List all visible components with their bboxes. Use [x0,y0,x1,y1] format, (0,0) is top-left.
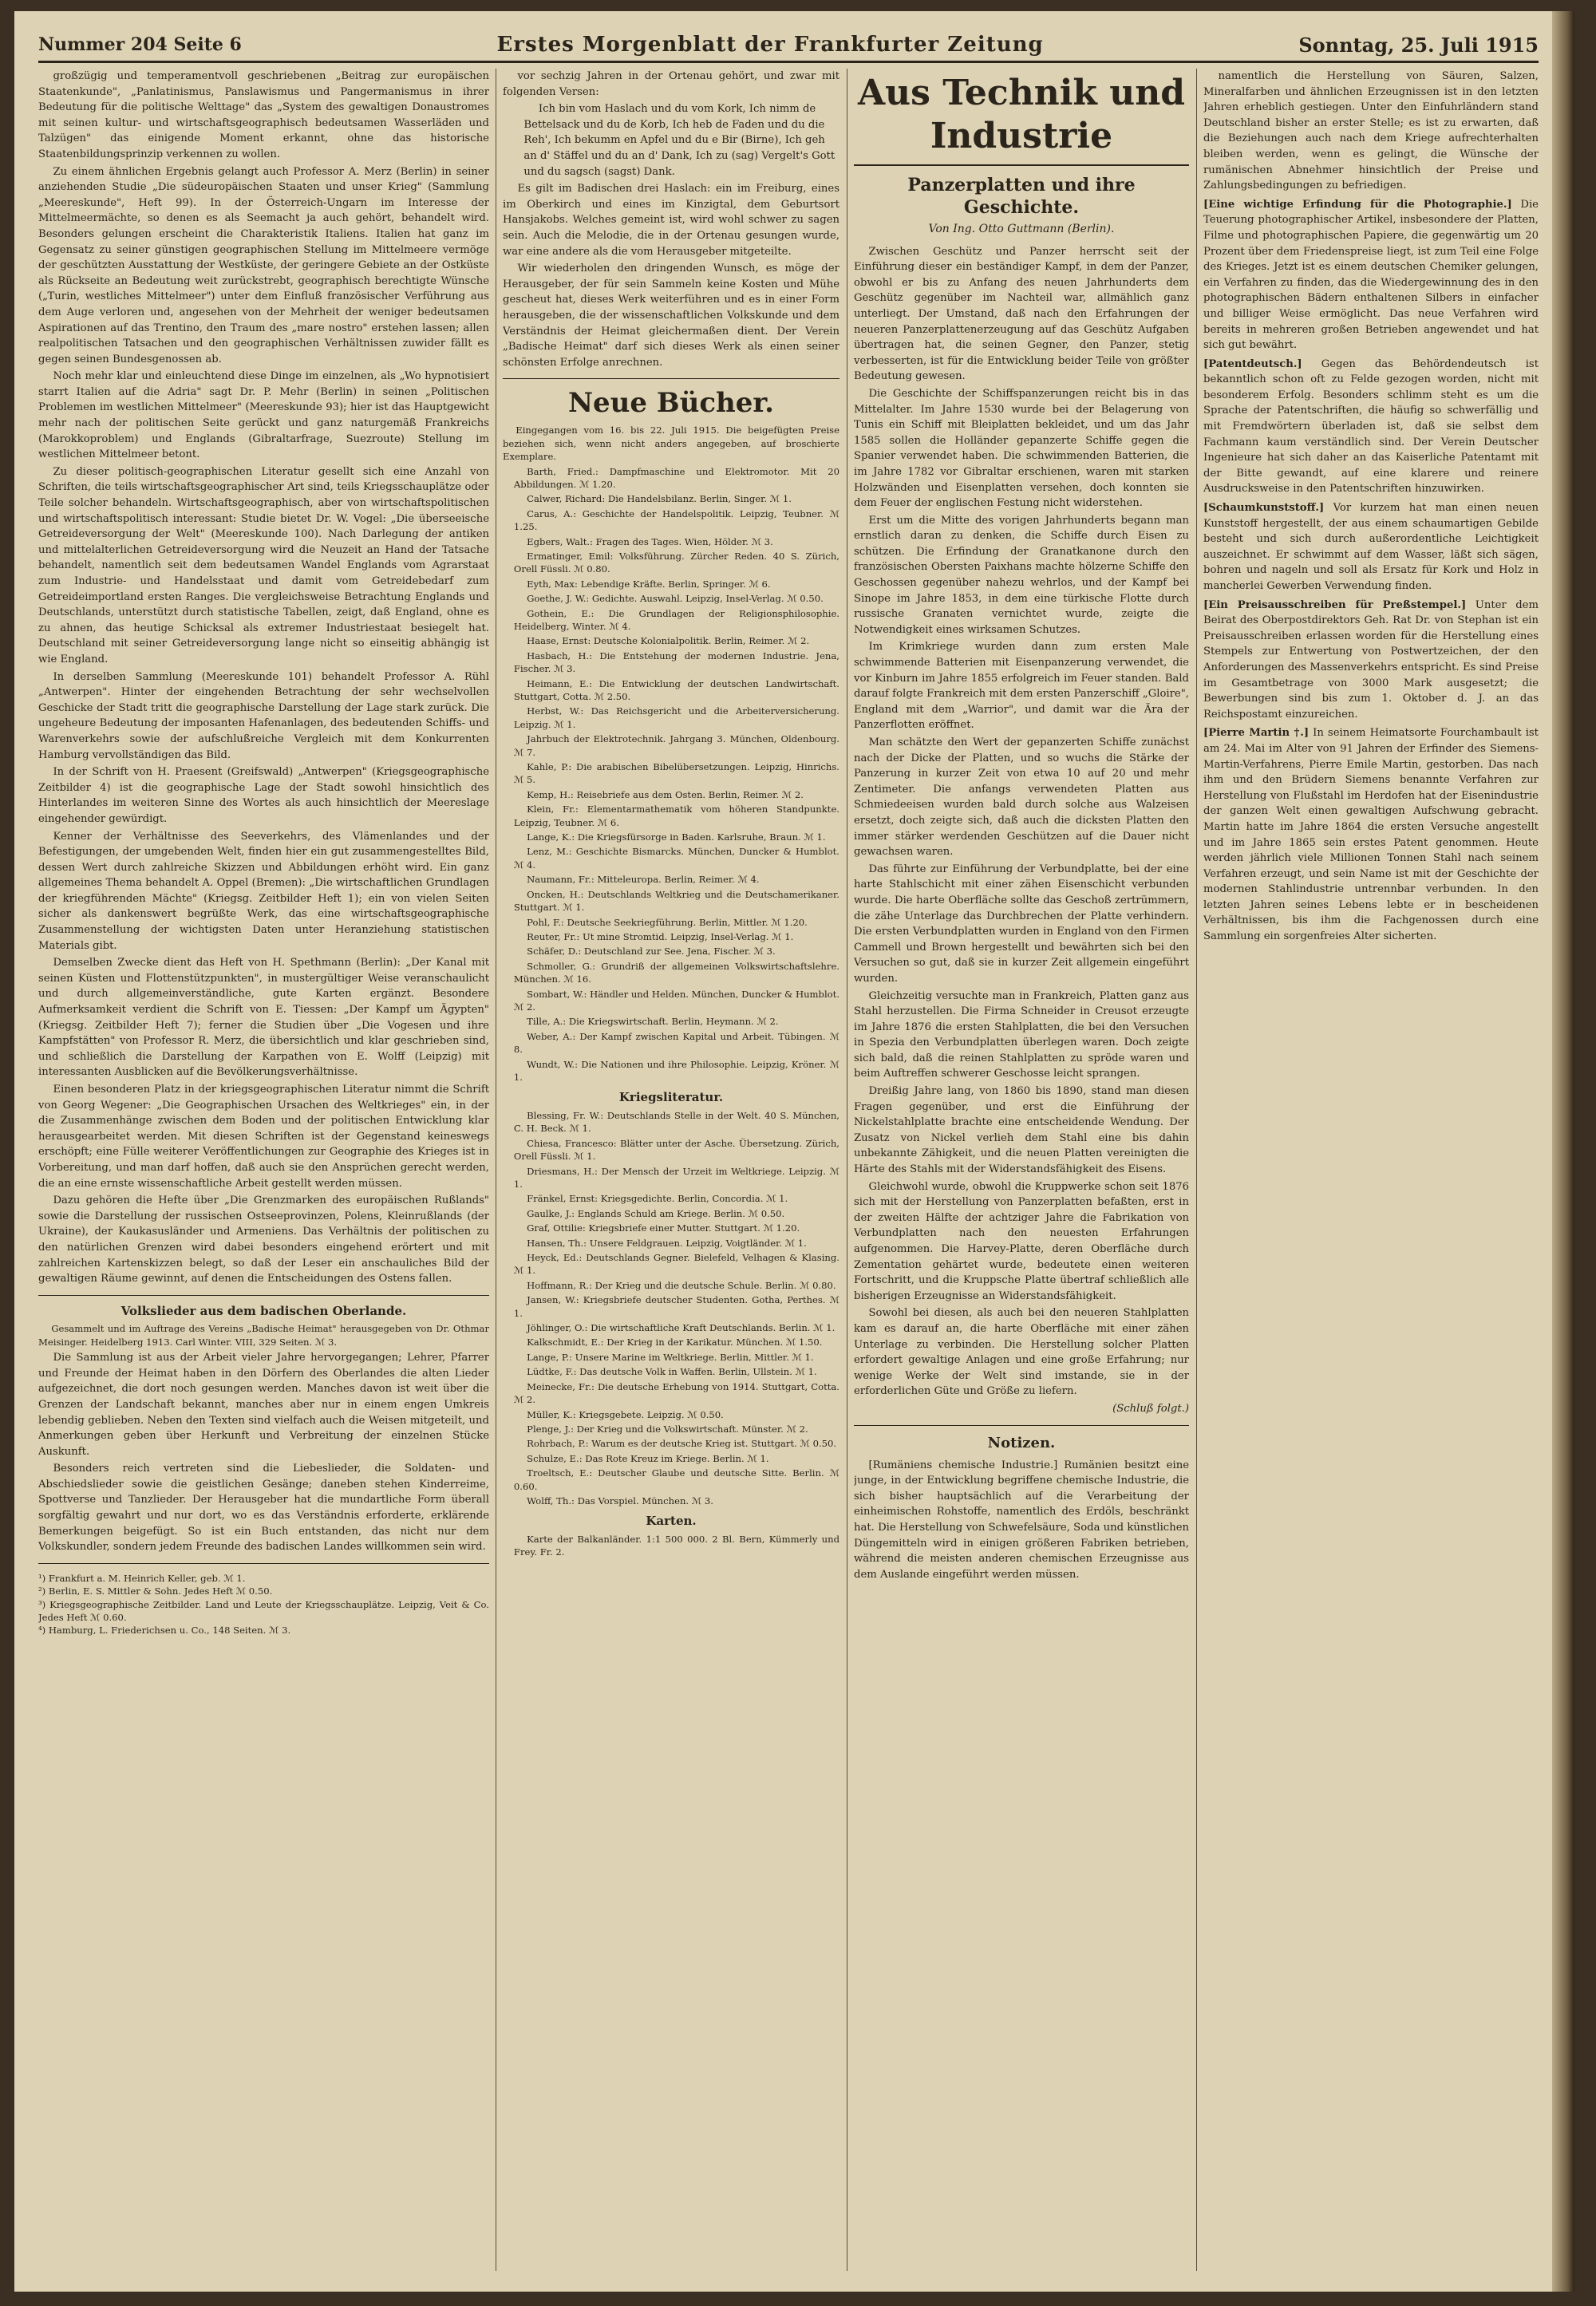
list-item: Lange, K.: Die Kriegsfürsorge in Baden. Karlsruhe, Braun. ℳ 1. [527,831,826,843]
notice-title: [Patentdeutsch.] [1203,357,1302,370]
page-number: Nummer 204 Seite 6 [38,34,242,55]
paragraph: Demselben Zwecke dient das Heft von H. Spethmann (Berlin): „Der Kanal mit seinen Küsten und Flottenstützpunkten", in mustergültiger Weise veranschaulicht und durch allgemeinverständliche, gute Karten ergänzt. Besondere Aufmerksamkeit verdient die Schrift von E. Tiessen: „Der Kampf um Ägypten" (Kriegsg. Zeitbilder Heft 7); ferner die Studien über „Die Vogesen und ihre Kampfstätten" von Professor R. Merz, die übersichtlich und klar geschrieben sind, und schließlich die Darstellung der Karpathen von E. Wolff (Leipzig) mit interessanten Ausblicken auf die Bevölkerungsverhältnisse. [38,957,489,1079]
paragraph: In der Schrift von H. Praesent (Greifswald) „Antwerpen" (Kriegsgeographische Zeitbilder 4) ist die geographische Lage der Stadt sowohl hinsichtlich des Hinterlandes im weiteren Sinne des Wortes als auch hinsichtlich der Meereslage eingehender gewürdigt. [38,766,489,825]
list-item: Oncken, H.: Deutschlands Weltkrieg und die Deutschamerikaner. Stuttgart. ℳ 1. [513,888,839,914]
list-item: Tille, A.: Die Kriegswirtschaft. Berlin, Heymann. ℳ 2. [527,1016,779,1028]
list-item: Goethe, J. W.: Gedichte. Auswahl. Leipzig, Insel-Verlag. ℳ 0.50. [527,593,824,605]
notice-text: Die Teuerung photographischer Artikel, insbesondere der Platten, Filme und photographischen Papiere, die gegenwärtig um 20 Prozent über dem Friedenspreise liegt, ist zum Teil eine Folge des Krieges. Jetzt ist es einem deutschen Chemiker gelungen, ein Verfahren zu finden, das die Wiedergewinnung des in den photographischen Bädern enthaltenen Silbers in einfacher und billiger Weise ermöglicht. Das neue Verfahren wird bereits in mehreren großen Betrieben angewendet und hat sich gut bewährt. [1203,198,1539,352]
list-item: Wolff, Th.: Das Vorspiel. München. ℳ 3. [527,1495,713,1506]
list-item: Driesmans, H.: Der Mensch der Urzeit im Weltkriege. Leipzig. ℳ 1. [513,1165,839,1190]
list-item: Jahrbuch der Elektrotechnik. Jahrgang 3. München, Oldenbourg. ℳ 7. [513,733,839,758]
notice-text: Gegen das Behördendeutsch ist bekanntlich schon oft zu Felde gezogen worden, nicht mit besonderem Erfolg. Besonders schlimm steht es um die Sprache der Patentschriften, die häufig so schwerfällig und mit Fremdwörtern überladen ist, daß sie selbst dem Fachmann kaum verständlich sind. Der Verein Deutscher Ingenieure hat sich daher an das Kaiserliche Patentamt mit der Bitte gewandt, auf eine klarere und reinere Ausdrucksweise in den Patentschriften hinzuwirken. [1203,357,1539,496]
newspaper-page [14,11,1574,2292]
list-item: Troeltsch, E.: Deutscher Glaube und deutsche Sitte. Berlin. ℳ 0.60. [513,1467,839,1492]
list-item: Egbers, Walt.: Fragen des Tages. Wien, Hölder. ℳ 3. [527,535,773,547]
neue-buecher-note: Eingegangen vom 16. bis 22. Juli 1915. Die beigefügten Preise beziehen sich, wenn nicht anders angegeben, auf broschierte Exemplare. [503,424,839,463]
volkslieder-heading: Volkslieder aus dem badischen Oberlande. [120,1303,407,1318]
paragraph: Wir wiederholen den dringenden Wunsch, es möge der Herausgeber, der für sein Sammeln keine Kosten und Mühe gescheut hat, dieses Werk weiterführen und es in einer Form herausgeben, die der wissenschaftlichen Volkskunde und dem Verständnis der Heimat gleichermaßen dient. Der Verein „Badische Heimat" darf sich dieses Werk als einen seiner schönsten Erfolge anrechnen. [503,263,839,369]
notice-item [1203,197,1539,353]
paragraph: Sowohl bei diesen, als auch bei den neueren Stahlplatten kam es darauf an, die harte Oberfläche mit einer zähen Unterlage zu verbinden. Die Herstellung solcher Platten erfordert gewaltige Anlagen und eine große Erfahrung; nur wenige Werke der Welt sind imstande, sie in der erforderlichen Güte und Größe zu liefern. [854,1307,1189,1398]
footnote: ⁴) Hamburg, L. Friederichsen u. Co., 148 Seiten. ℳ 3. [38,1625,291,1637]
paragraph: Das führte zur Einführung der Verbundplatte, bei der eine harte Stahlschicht mit einer zähen Eisenschicht verbunden wurde. Die harte Oberfläche sollte das Geschoß zertrümmern, die zähe Unterlage das Durchbrechen der Platte verhindern. Die ersten Verbundplatten wurden in England von den Firmen Cammell und Brown hergestellt und bewährten sich bei den Versuchen so gut, daß sie in kurzer Zeit allgemein eingeführt wurden. [854,863,1189,985]
paragraph: vor sechzig Jahren in der Ortenau gehört, und zwar mit folgenden Versen: [503,70,839,98]
paragraph: [Rumäniens chemische Industrie.] Rumänien besitzt eine junge, in der Entwicklung begriffene chemische Industrie, die sich bisher hauptsächlich auf die Verarbeitung der einheimischen Rohstoffe, namentlich des Erdöls, beschränkt hat. Die Herstellung von Schwefelsäure, Soda und künstlichen Düngemitteln wird in einigen größeren Fabriken betrieben, während die meisten anderen chemischen Erzeugnisse aus dem Auslande eingeführt werden müssen. [854,1459,1189,1581]
notice-item [1203,598,1539,723]
list-item: Eyth, Max: Lebendige Kräfte. Berlin, Springer. ℳ 6. [527,578,771,590]
list-item: Schmoller, G.: Grundriß der allgemeinen Volkswirtschaftslehre. München. ℳ 16. [513,960,839,985]
column-books [503,69,839,2271]
list-item: Schulze, E.: Das Rote Kreuz im Kriege. Berlin. ℳ 1. [527,1452,769,1464]
list-item: Hansen, Th.: Unsere Feldgrauen. Leipzig, Voigtländer. ℳ 1. [527,1237,807,1249]
list-item: Naumann, Fr.: Mitteleuropa. Berlin, Reimer. ℳ 4. [527,874,760,886]
notice-text: Unter dem Beirat des Oberpostdirektors Geh. Rat Dr. von Stephan ist ein Preisausschreiben erlassen worden für die Herstellung eines Stempels zur Entwertung von Postwertzeichen, der den Anforderungen des Massenverkehrs entspricht. Es sind Preise im Gesamtbetrage von 3000 Mark ausgesetzt; die Bewerbungen sind bis zum 1. Oktober d. J. an das Reichspostamt einzureichen. [1203,598,1539,721]
article-byline: Von Ing. Otto Guttmann (Berlin). [928,223,1115,235]
paragraph: Die Geschichte der Schiffspanzerungen reicht bis in das Mittelalter. Im Jahre 1530 wurde bei der Belagerung von Tunis ein Schiff mit Bleiplatten bekleidet, und um das Jahr 1585 sollen die Holländer gepanzerte Schiffe gegen die Spanier verwendet haben. Die schwimmenden Batterien, die im Jahre 1782 vor Gibraltar erschienen, waren mit starken Holzwänden und Eisenplatten versehen, doch konnten sie dem Feuer der englischen Festung nicht widerstehen. [854,387,1189,510]
verse: Ich bin vom Haslach und du vom Kork, Ich nimm de Bettelsack und du de Korb, Ich heb de Faden und du die Reh', Ich bekumm en Apfel und du e Bir (Birne), Ich geh an d' Stäffel und du an d' Dank, Ich zu (sag) Vergelt's Gott und du sagsch (sagst) Dank. [523,103,836,178]
list-item: Müller, K.: Kriegsgebete. Leipzig. ℳ 0.50. [527,1408,724,1420]
list-item: Klein, Fr.: Elementarmathematik vom höheren Standpunkte. Leipzig, Teubner. ℳ 6. [513,804,839,828]
list-item: Chiesa, Francesco: Blätter unter der Asche. Übersetzung. Zürich, Orell Füssli. ℳ 1. [513,1137,839,1163]
list-item: Herbst, W.: Das Reichsgericht und die Arbeiterversicherung. Leipzig. ℳ 1. [513,705,839,730]
list-item: Lenz, M.: Geschichte Bismarcks. München, Duncker & Humblot. ℳ 4. [513,846,839,871]
notice-item [1203,725,1539,944]
list-item: Carus, A.: Geschichte der Handelspolitik. Leipzig, Teubner. ℳ 1.25. [513,507,839,533]
column-notizen [1203,69,1539,2271]
paragraph: großzügig und temperamentvoll geschriebenen „Beitrag zur europäischen Staatenkunde", „Panlatinismus, Panslawismus und Pangermanismus in ihrer Bedeutung für die politische Welttage" das „System des gewaltigen Donaustromes mit seinen kultur- und wirtschaftsgeographisch bedeutsamen Wasserläden und Talzügen" das einigende Moment erkannt, ohne das historische Staatenbildungsprinzip verkennen zu wollen. [38,70,489,160]
paragraph: In derselben Sammlung (Meereskunde 101) behandelt Professor A. Rühl „Antwerpen". Hinter der eingehenden Betrachtung der sehr wechselvollen Geschicke der Stadt tritt die geographische Darstellung der Lage stark zurück. Die ungeheure Bedeutung der imposanten Hafenanlagen, des bedeutenden Schiffs- und Warenverkehrs sowie der aufschlußreiche Vergleich mit dem Konkurrenten Hamburg vervollständigen das Bild. [38,670,489,761]
list-item: Ermatinger, Emil: Volksführung. Zürcher Reden. 40 S. Zürich, Orell Füssli. ℳ 0.80. [513,550,839,575]
notice-title: [Schaumkunststoff.] [1203,502,1325,515]
karten-heading: Karten. [646,1514,697,1529]
paragraph: Dreißig Jahre lang, von 1860 bis 1890, stand man diesen Fragen gegenüber, und erst die Einführung der Nickelstahlplatte brachte eine entscheidende Wendung. Der Zusatz von Nickel verlieh dem Stahl eine bis dahin unbekannte Zähigkeit, und die neuen Platten vereinigten die Härte des Stahls mit der Widerstandsfähigkeit des Eisens. [854,1085,1189,1176]
paragraph: Man schätzte den Wert der gepanzerten Schiffe zunächst nach der Dicke der Platten, und so wuchs die Stärke der Panzerung in kurzer Zeit von etwa 10 auf 20 und mehr Zentimeter. Die anfangs verwendeten Platten aus Schmiedeeisen wurden bald durch solche aus Walzeisen ersetzt, doch zeigte sich, daß auch die dicksten Platten den immer stärker werdenden Geschützen auf die Dauer nicht gewachsen waren. [854,736,1189,859]
list-item: Sombart, W.: Händler und Helden. München, Duncker & Humblot. ℳ 2. [513,988,839,1013]
paragraph: namentlich die Herstellung von Säuren, Salzen, Mineralfarben und ähnlichen Erzeugnissen ist in den letzten Jahren erheblich gestiegen. Unter den Einfuhrländern stand Deutschland bisher an erster Stelle; es ist zu erwarten, daß die Beziehungen auch nach dem Kriege aufrechterhalten bleiben werden, wenn es gelingt, die Wünsche der rumänischen Abnehmer hinsichtlich der Preise und Zahlungsbedingungen zu befriedigen. [1203,70,1539,192]
list-item: Weber, A.: Der Kampf zwischen Kapital und Arbeit. Tübingen. ℳ 8. [513,1030,839,1056]
issue-date: Sonntag, 25. Juli 1915 [1298,33,1539,57]
paragraph: Gleichzeitig versuchte man in Frankreich, Platten ganz aus Stahl herzustellen. Die Firma Schneider in Creusot erzeugte im Jahre 1876 die ersten Stahlplatten, die bei den Versuchen in Spezia den Verbundplatten überlegen waren. Doch zeigte sich bald, daß die reinen Stahlplatten zu spröde waren und beim Auftreffen schwerer Geschosse leicht sprangen. [854,989,1189,1080]
list-item: Lange, P.: Unsere Marine im Weltkriege. Berlin, Mittler. ℳ 1. [527,1351,814,1363]
kriegsliteratur-heading: Kriegsliteratur. [618,1090,724,1105]
paragraph: Erst um die Mitte des vorigen Jahrhunderts begann man ernstlich daran zu denken, die Schiffe durch Eisen zu schützen. Die Erfindung der Granatkanone durch den französischen Obersten Paixhans machte hölzerne Schiffe den Geschossen gegenüber nahezu wehrlos, und der Kampf bei Sinope im Jahre 1853, in dem eine türkische Flotte durch russische Granaten vernichtet wurde, zeigte die Notwendigkeit eines wirksamen Schutzes. [854,514,1189,636]
footnote: ²) Berlin, E. S. Mittler & Sohn. Jedes Heft ℳ 0.50. [38,1585,273,1597]
newspaper-title: Erstes Morgenblatt der Frankfurter Zeitung [496,33,1044,57]
book-list [503,465,839,1084]
list-item: Hoffmann, R.: Der Krieg und die deutsche Schule. Berlin. ℳ 0.80. [527,1279,836,1291]
list-item: Haase, Ernst: Deutsche Kolonialpolitik. Berlin, Reimer. ℳ 2. [527,635,810,647]
list-item: Blessing, Fr. W.: Deutschlands Stelle in der Welt. 40 S. München, C. H. Beck. ℳ 1. [513,1109,839,1135]
list-item: Plenge, J.: Der Krieg und die Volkswirtschaft. Münster. ℳ 2. [527,1423,808,1435]
list-item: Pohl, F.: Deutsche Seekriegführung. Berlin, Mittler. ℳ 1.20. [527,916,808,928]
list-item: Wundt, W.: Die Nationen und ihre Philosophie. Leipzig, Kröner. ℳ 1. [513,1058,839,1083]
section-divider [503,378,839,379]
book-spine [1552,11,1574,2292]
continued-note: (Schluß folgt.) [1112,1402,1189,1415]
notice-title: [Ein Preisausschreiben für Preßstempel.] [1203,598,1467,611]
list-item: Reuter, Fr.: Ut mine Stromtid. Leipzig, Insel-Verlag. ℳ 1. [527,930,794,942]
paragraph: Die Sammlung ist aus der Arbeit vieler Jahre hervorgegangen; Lehrer, Pfarrer und Freunde der Heimat haben in den Dörfern des Oberlandes die alten Lieder aufgezeichnet, die dort noch gesungen werden. Manches davon ist weit über die Grenzen der Landschaft bekannt, manches aber nur in einem engen Umkreis lebendig geblieben. Neben den Texten sind vielfach auch die Weisen mitgeteilt, und Anmerkungen geben über Herkunft und Verbreitung der einzelnen Stücke Auskunft. [38,1352,489,1458]
list-item: Calwer, Richard: Die Handelsbilanz. Berlin, Singer. ℳ 1. [527,493,792,505]
list-item: Heimann, E.: Die Entwicklung der deutschen Landwirtschaft. Stuttgart, Cotta. ℳ 2.50. [513,677,839,702]
list-item: Schäfer, D.: Deutschland zur See. Jena, Fischer. ℳ 3. [527,946,776,958]
column-geography [38,69,489,2271]
notice-item [1203,500,1539,594]
notice-item [1203,357,1539,497]
paragraph: Einen besonderen Platz in der kriegsgeographischen Literatur nimmt die Schrift von Georg Wegener: „Die Geographischen Ursachen des Weltkrieges" ein, in der die Zusammenhänge zwischen dem Boden und der politischen Entwicklung klar herausgearbeitet werden. Mit diesen Schriften ist der Gegenstand keineswegs erschöpft; eine Fülle weiterer Veröffentlichungen zur Geographie des Krieges ist in Vorbereitung, und man darf hoffen, daß auch sie den Ansprüchen gerecht werden, die an eine ernste wissenschaftliche Arbeit gestellt werden müssen. [38,1084,489,1190]
article-title: Panzerplatten und ihre Geschichte. [907,175,1136,218]
paragraph: Besonders reich vertreten sind die Liebeslieder, die Soldaten- und Abschiedslieder sowie die geistlichen Gesänge; daneben stehen Kinderreime, Spottverse und Tanzlieder. Der Herausgeber hat die mundartliche Form überall sorgfältig gewahrt und nur dort, wo es das Verständnis erforderte, erklärende Bemerkungen beigefügt. So ist ein Buch entstanden, das nicht nur dem Volkskundler, sondern jedem Freunde des badischen Landes willkommen sein wird. [38,1463,489,1554]
paragraph: Gleichwohl wurde, obwohl die Kruppwerke schon seit 1876 sich mit der Herstellung von Panzerplatten befaßten, erst in der zweiten Hälfte der achtziger Jahre die Fabrikation von Verbundplatten nach den neuesten Erfahrungen aufgenommen. Die Harvey-Platte, deren Oberfläche durch Zementation gehärtet wurde, bedeutete einen weiteren Fortschritt, und die Kruppsche Platte übertraf schließlich alle bisherigen Erzeugnisse an Widerstandsfähigkeit. [854,1180,1189,1302]
paragraph: Noch mehr klar und einleuchtend diese Dinge im einzelnen, als „Wo hypnotisiert starrt Italien auf die Adria" sagt Dr. P. Mehr (Berlin) in seinen „Politischen Problemen im westlichen Mittelmeer" (Meereskunde 93); hier ist das Hauptgewicht mehr nach der politischen Seite gerückt und ganz naturgemäß Frankreichs (Marokkoproblem) und Englands (Gibraltarfrage, Suezroute) Stellung im westlichen Mittelmeer betont. [38,370,489,461]
paragraph: Es gilt im Badischen drei Haslach: ein im Freiburg, eines im Oberkirch und eines im Kinzigtal, dem Geburtsort Hansjakobs. Welches gemeint ist, wird wohl schwer zu sagen sein. Auch die Melodie, die in der Ortenau gesungen wurde, war eine andere als die vom Herausgeber mitgeteilte. [503,183,839,258]
notice-text: In seinem Heimatsorte Fourchambault ist am 24. Mai im Alter von 91 Jahren der Erfinder des Siemens-Martin-Verfahrens, Pierre Emile Martin, gestorben. Das nach ihm und den Brüdern Siemens benannte Verfahren zur Herstellung von Flußstahl im Herdofen hat der Eisenindustrie der ganzen Welt einen gewaltigen Aufschwung gebracht. Martin hatte im Jahre 1864 die ersten Versuche angestellt und im Jahre 1865 sein erstes Patent genommen. Heute werden jährlich viele Millionen Tonnen Stahl nach seinem Verfahren erzeugt, und sein Name ist mit der Geschichte der modernen Stahlindustrie untrennbar verbunden. In den letzten Jahren seines Lebens lebte er in bescheidenen Verhältnissen, bis ihm die Fachgenossen durch eine Sammlung ein sorgenfreies Alter sicherten. [1203,727,1539,943]
list-item: Jansen, W.: Kriegsbriefe deutscher Studenten. Gotha, Perthes. ℳ 1. [513,1294,839,1319]
column-technik [854,69,1189,2271]
paragraph: Zwischen Geschütz und Panzer herrscht seit der Einführung dieser ein beständiger Kampf, in dem der Panzer, obwohl er bis zu Anfang des neuen Jahrhunderts dem Geschütz gegenüber im Nachteil war, allmählich ganz unterliegt. Der Umstand, daß nach den Erfahrungen der neueren Panzerplattenerzeugung auf das Geschütz Aufgaben übertragen hat, die seinen Gegner, den Panzer, stetig verbesserten, ist für die Entwicklung beider Teile von größter Bedeutung gewesen. [854,245,1189,383]
list-item: Kemp, H.: Reisebriefe aus dem Osten. Berlin, Reimer. ℳ 2. [527,788,804,800]
list-item: Lüdtke, F.: Das deutsche Volk in Waffen. Berlin, Ullstein. ℳ 1. [527,1366,817,1378]
list-item: Kalkschmidt, E.: Der Krieg in der Karikatur. München. ℳ 1.50. [527,1337,823,1348]
list-item: Gothein, E.: Die Grundlagen der Religionsphilosophie. Heidelberg, Winter. ℳ 4. [513,607,839,632]
list-item: Jöhlinger, O.: Die wirtschaftliche Kraft Deutschlands. Berlin. ℳ 1. [527,1322,836,1334]
notizen-heading: Notizen. [987,1434,1056,1451]
paragraph: Dazu gehören die Hefte über „Die Grenzmarken des europäischen Rußlands" sowie die Darstellung der russischen Ostseeprovinzen, Polens, Kleinrußlands (der Ukraine), der Kaukasusländer und Armeniens. Das Verhältnis der politischen zu den natürlichen Grenzen wird dabei besonders eingehend erörtert und mit zahlreichen Kartenskizzen belegt, so daß der Leser ein anschauliches Bild der gewaltigen Räume gewinnt, auf denen die Entscheidungen des Ostens fallen. [38,1194,489,1285]
column-rule [1196,69,1197,2271]
section-title: Aus Technik und Industrie [854,72,1189,166]
notice-title: [Pierre Martin †.] [1203,727,1310,740]
list-item: Fränkel, Ernst: Kriegsgedichte. Berlin, Concordia. ℳ 1. [527,1193,788,1205]
war-book-list [503,1109,839,1507]
footnote-divider [38,1563,489,1564]
notice-title: [Eine wichtige Erfindung für die Photographie.] [1203,198,1512,211]
list-item: Hasbach, H.: Die Entstehung der modernen Industrie. Jena, Fischer. ℳ 3. [513,650,839,675]
list-item: Graf, Ottilie: Kriegsbriefe einer Mutter. Stuttgart. ℳ 1.20. [527,1222,800,1234]
list-item: Gaulke, J.: Englands Schuld am Kriege. Berlin. ℳ 0.50. [527,1207,785,1219]
footnote: ¹) Frankfurt a. M. Heinrich Keller, geb. ℳ 1. [38,1572,246,1584]
section-divider [854,1425,1189,1426]
paragraph: Zu einem ähnlichen Ergebnis gelangt auch Professor A. Merz (Berlin) in seiner anziehenden Studie „Die südeuropäischen Staaten und unser Krieg" (Sammlung „Meereskunde", Heft 99). In der Österreich-Ungarn im Interesse der Mittelmeermächte, so denen es als Seemacht ja auch gehört, behandelt wird. Besonders gelungen erscheint die Charakteristik Italiens. Italien hat ganz im Gegensatz zu seiner günstigen geographischen Stellung im Mittelmeere vermöge der geschützten Ausstattung der Westküste, der geringere Gebiete an der Ostküste als Rückseite an Bedeutung weit zurückstrebt, geographisch berechtigte Wünsche („Turin, westliches Mittelmeer") unter dem Einfluß französischer Verführung aus dem Auge verloren und, angesehen von der Mehrheit der weniger bedeutsamen Aspirationen auf das Trentino, den Traum des „mare nostro" erstehen lassen; allen realpolitischen Tatsachen und den geographischen Verhältnissen zuwider fällt es gegen seinen Bundesgenossen ab. [38,165,489,365]
page-header [38,29,1539,63]
paragraph: Gesammelt und im Auftrage des Vereins „Badische Heimat" herausgegeben von Dr. Othmar Meisinger. Heidelberg 1913. Carl Winter. VIII, 329 Seiten. ℳ 3. [38,1323,489,1348]
list-item: Rohrbach, P.: Warum es der deutsche Krieg ist. Stuttgart. ℳ 0.50. [527,1438,837,1450]
list-item: Heyck, Ed.: Deutschlands Gegner. Bielefeld, Velhagen & Klasing. ℳ 1. [513,1252,839,1277]
section-divider [38,1295,489,1296]
list-item: Barth, Fried.: Dampfmaschine und Elektromotor. Mit 20 Abbildungen. ℳ 1.20. [513,465,839,490]
paragraph: Im Krimkriege wurden dann zum ersten Male schwimmende Batterien mit Eisenpanzerung verwendet, die vor Kinburn im Jahre 1855 erfolgreich im Feuer standen. Bald darauf folgte Frankreich mit dem ersten Panzerschiff „Gloire", England mit dem „Warrior", und damit war die Ära der Panzerflotten eröffnet. [854,641,1189,732]
paragraph: Zu dieser politisch-geographischen Literatur gesellt sich eine Anzahl von Schriften, die teils wirtschaftsgeographischer Art sind, teils Kriegsschauplätze oder Teile solcher behandeln. Wirtschaftsgeographisch, aber von wirtschaftspolitischen und wirtschaftspolitisch interessant: Studie bietet Dr. W. Vogel: „Die überseeische Getreideversorgung der Welt" (Meereskunde 100). Nach Darlegung der antiken und mittelalterlichen Getreideversorgung wird die Neuzeit an Hand der Tatsache behandelt, namentlich seit dem bedeutsamen Wandel Englands vom Agrarstaat zum Industrie- und Handelsstaat und damit vom Getreidebedarf zum Getreideimportland ersten Ranges. Die vergleichsweise Betrachtung Englands und Deutschlands, unterstützt durch statistische Tabellen, zeigt, daß England, ohne es zu ahnen, das heutige Schicksal als extremer Industriestaat besiegelt hat. Deutschland mit seiner Getreideversorgung lange nicht so einseitig abhängig ist wie England. [38,465,489,665]
list-item: Kahle, P.: Die arabischen Bibelübersetzungen. Leipzig, Hinrichs. ℳ 5. [513,761,839,786]
list-item: Meinecke, Fr.: Die deutsche Erhebung von 1914. Stuttgart, Cotta. ℳ 2. [513,1380,839,1406]
neue-buecher-heading: Neue Bücher. [567,387,775,420]
footnote: ³) Kriegsgeographische Zeitbilder. Land und Leute der Kriegsschauplätze. Leipzig, Veit & Co. Jedes Heft ℳ 0.60. [38,1598,489,1624]
notice-text: Vor kurzem hat man einen neuen Kunststoff hergestellt, der aus einem schaumartigen Gebilde besteht und sich durch außerordentliche Leichtigkeit auszeichnet. Er schwimmt auf dem Wasser, läßt sich sägen, bohren und nageln und soll als Ersatz für Kork und Holz in mancherlei Gewerben Verwendung finden. [1203,502,1539,592]
list-item: Karte der Balkanländer. 1:1 500 000. 2 Bl. Bern, Kümmerly und Frey. Fr. 2. [513,1533,839,1558]
paragraph: Kenner der Verhältnisse des Seeverkehrs, des Vlämenlandes und der Befestigungen, der umgebenden Welt, finden hier ein gut zusammengestelltes Bild, dessen Wert durch zahlreiche Skizzen und Abbildungen erhöht wird. Ein ganz allgemeines Thema behandelt A. Oppel (Bremen): „Die wirtschaftlichen Grundlagen der kriegführenden Mächte" (Kriegsg. Zeitbilder Heft 1); ein von vielen Seiten sicher als dankenswert begrüßte Werk, das eine wirtschaftsgeographische Zusammenstellung der wichtigsten Daten unter Heranziehung statistischen Materials gibt. [38,830,489,952]
